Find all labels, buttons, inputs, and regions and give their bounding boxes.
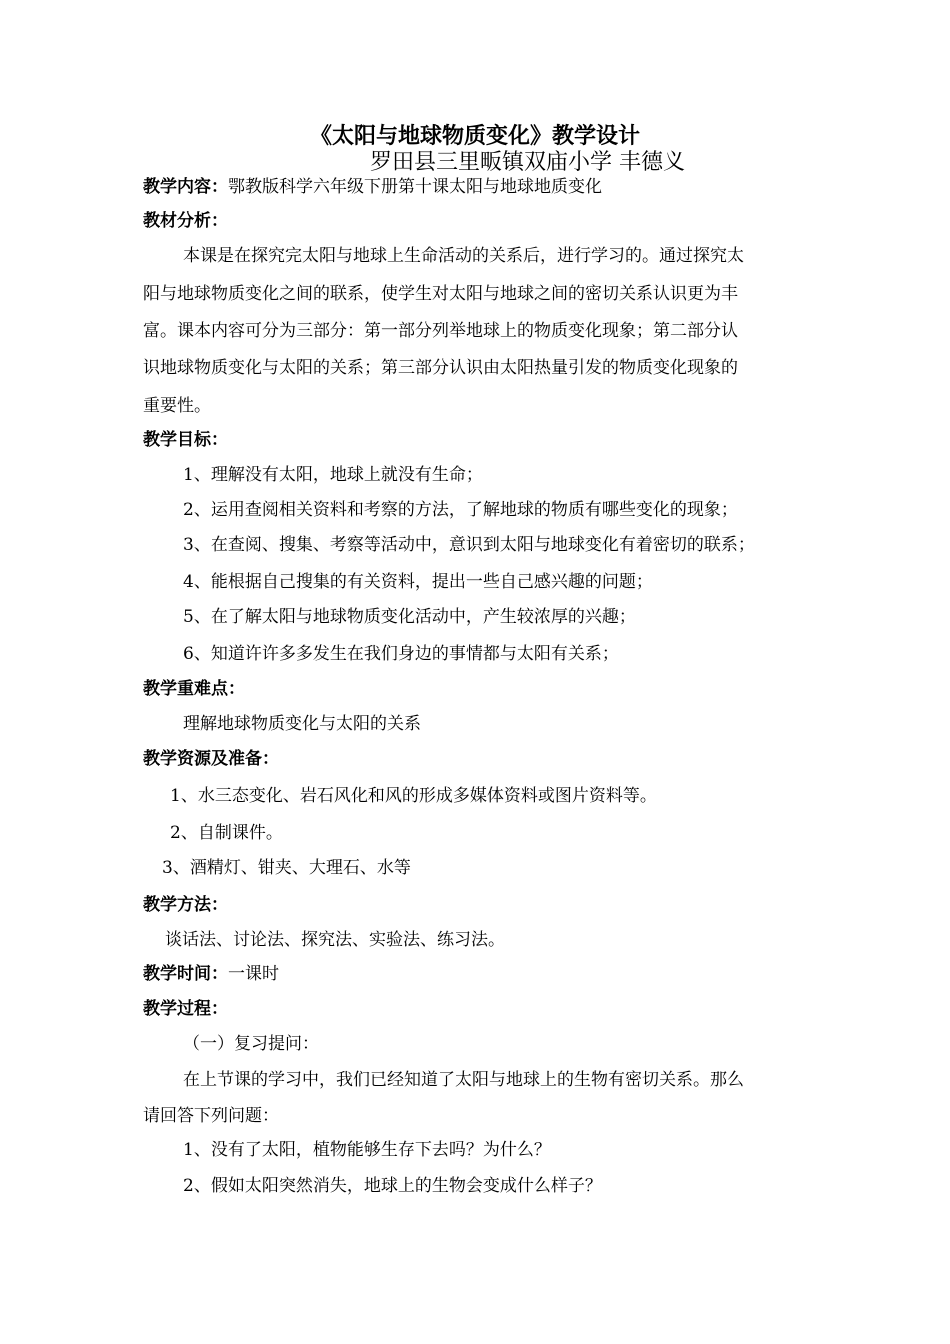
goal-item: 4、能根据自己搜集的有关资料，提出一些自己感兴趣的问题； bbox=[183, 572, 653, 592]
process-step-heading: （一）复习提问： bbox=[183, 1034, 319, 1054]
key-points-label: 教学重难点： bbox=[143, 679, 245, 699]
process-intro-line: 在上节课的学习中，我们已经知道了太阳与地球上的生物有密切关系。那么 bbox=[183, 1070, 744, 1090]
goal-item: 5、在了解太阳与地球物质变化活动中，产生较浓厚的兴趣； bbox=[183, 607, 636, 627]
analysis-line: 富。课本内容可分为三部分：第一部分列举地球上的物质变化现象；第二部分认 bbox=[143, 321, 738, 341]
goal-item: 3、在查阅、搜集、考察等活动中，意识到太阳与地球变化有着密切的联系； bbox=[183, 535, 755, 555]
resource-item: 3、酒精灯、钳夹、大理石、水等 bbox=[162, 858, 411, 878]
analysis-line: 重要性。 bbox=[143, 396, 211, 416]
goal-item: 2、运用查阅相关资料和考察的方法，了解地球的物质有哪些变化的现象； bbox=[183, 500, 738, 520]
analysis-line: 本课是在探究完太阳与地球上生命活动的关系后，进行学习的。通过探究太 bbox=[183, 246, 744, 266]
document-title: 《太阳与地球物质变化》教学设计 bbox=[309, 123, 640, 149]
resource-item: 1、水三态变化、岩石风化和风的形成多媒体资料或图片资料等。 bbox=[170, 786, 657, 806]
process-question: 1、没有了太阳，植物能够生存下去吗？为什么？ bbox=[183, 1140, 551, 1160]
process-label: 教学过程： bbox=[143, 999, 228, 1019]
content-text: 鄂教版科学六年级下册第十课太阳与地球地质变化 bbox=[228, 177, 602, 197]
goals-label: 教学目标： bbox=[143, 430, 228, 450]
analysis-label: 教材分析： bbox=[143, 211, 228, 231]
analysis-line: 识地球物质变化与太阳的关系；第三部分认识由太阳热量引发的物质变化现象的 bbox=[143, 358, 738, 378]
goal-item: 1、理解没有太阳，地球上就没有生命； bbox=[183, 465, 483, 485]
methods-label: 教学方法： bbox=[143, 895, 228, 915]
time-section bbox=[143, 963, 279, 985]
document-author: 罗田县三里畈镇双庙小学 丰德义 bbox=[370, 150, 685, 175]
content-section bbox=[143, 176, 602, 198]
time-text: 一课时 bbox=[228, 964, 279, 984]
content-label: 教学内容： bbox=[143, 177, 228, 197]
goal-item: 6、知道许许多多发生在我们身边的事情都与太阳有关系； bbox=[183, 644, 619, 664]
time-label: 教学时间： bbox=[143, 964, 228, 984]
key-points-text: 理解地球物质变化与太阳的关系 bbox=[183, 714, 421, 734]
process-intro-line: 请回答下列问题： bbox=[143, 1106, 279, 1126]
resource-item: 2、自制课件。 bbox=[170, 823, 283, 843]
resources-label: 教学资源及准备： bbox=[143, 749, 279, 769]
analysis-line: 阳与地球物质变化之间的联系，使学生对太阳与地球之间的密切关系认识更为丰 bbox=[143, 284, 738, 304]
process-question: 2、假如太阳突然消失，地球上的生物会变成什么样子？ bbox=[183, 1176, 602, 1196]
methods-text: 谈话法、讨论法、探究法、实验法、练习法。 bbox=[165, 930, 505, 950]
